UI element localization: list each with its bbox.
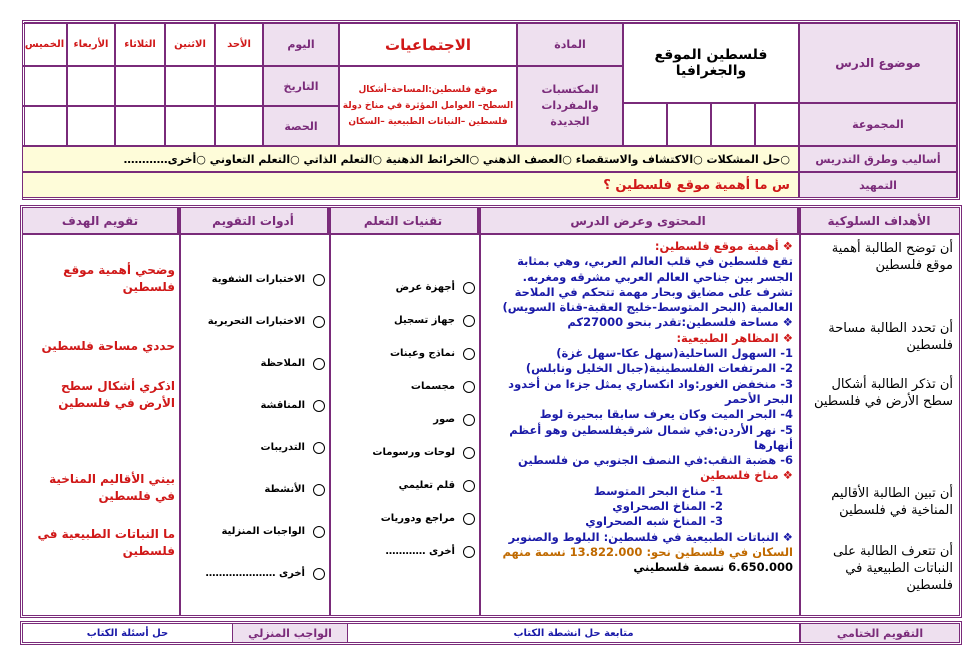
date-cell	[215, 66, 263, 106]
content-list-item: 3- منخفض الغور:واد انكساري يمثل جزءا من أخدود البحر الأحمر	[508, 376, 793, 406]
tool-item[interactable]: التدريبات	[187, 440, 325, 456]
evaluation-header: تقويم الهدف	[23, 208, 179, 235]
objectives-header: الأهداف السلوكية	[799, 208, 959, 235]
day-sun: الأحد	[215, 23, 263, 66]
column-divider	[179, 208, 181, 615]
content-population: السكان في فلسطين نحو: 13.822.000 نسمة منهم	[502, 544, 793, 559]
content-list-item: 1- السهول الساحلية(سهل عكا-سهل غزة)	[556, 346, 793, 361]
subject-label: المادة	[517, 23, 623, 66]
tool-item[interactable]: المناقشة	[187, 398, 325, 414]
lesson-header-table	[22, 20, 960, 200]
period-cell	[22, 106, 67, 146]
checkbox-icon[interactable]	[463, 414, 475, 426]
content-list-item: 5- نهر الأردن:في شمال شرقيفلسطين وهو أعظم أنهارها	[509, 422, 793, 452]
checkbox-icon[interactable]	[463, 381, 475, 393]
content-list-item: 4- البحر الميت وكان يعرف سابقا ببحيرة لوط	[539, 407, 793, 422]
tools-list	[187, 272, 325, 582]
content-heading-plants: ❖ النباتات الطبيعية في فلسطين: البلوط والصنوبر	[508, 529, 793, 544]
techniques-list	[337, 280, 475, 560]
evaluation-5: ما النباتات الطبيعية في فلسطين	[37, 527, 175, 558]
day-mon: الاثنين	[165, 23, 215, 66]
technique-item[interactable]: صور	[337, 412, 475, 428]
group-cell	[667, 103, 711, 146]
intro-value: س ما أهمية موقع فلسطين ؟	[22, 172, 799, 198]
evaluation-2: حددي مساحة فلسطين	[41, 339, 175, 353]
period-label: الحصة	[263, 106, 339, 146]
content-heading-area: ❖ مساحة فلسطين:تقدر بنحو 27000كم	[567, 315, 793, 330]
technique-item[interactable]: جهاز تسجيل	[337, 313, 475, 329]
content-list-item: 1- مناخ البحر المتوسط	[593, 483, 723, 498]
checkbox-icon[interactable]	[463, 282, 475, 294]
evaluation-1: وضحي أهمية موقع فلسطين	[63, 263, 175, 294]
lesson-content	[485, 239, 793, 576]
technique-item[interactable]: أجهزة عرض	[337, 280, 475, 296]
checkbox-icon[interactable]	[313, 568, 325, 580]
evaluation-3: اذكري أشكال سطح الأرض في فلسطين	[58, 379, 175, 410]
date-label: التاريخ	[263, 66, 339, 106]
date-cell	[22, 66, 67, 106]
checkbox-icon[interactable]	[313, 358, 325, 370]
content-header: المحتوى وعرض الدرس	[479, 208, 799, 235]
acquis-label: المكتسبات والمفردات الجديدة	[517, 66, 623, 146]
date-cell	[165, 66, 215, 106]
technique-item[interactable]: نماذج وعينات	[337, 346, 475, 362]
objective-3: أن تذكر الطالبة أشكال سطح الأرض في فلسطين	[813, 377, 953, 409]
date-cell	[115, 66, 165, 106]
topic-value: فلسطين الموقع والجغرافيا	[623, 23, 799, 103]
group-cell	[623, 103, 667, 146]
final-eval-label: التقويم الختامي	[799, 624, 959, 642]
methods-label: أساليب وطرق التدريس	[799, 146, 957, 172]
content-heading-location: ❖ أهمية موقع فلسطين:	[654, 239, 793, 253]
homework-label: الواجب المنزلي	[232, 624, 347, 642]
acquis-value: موقع فلسطين:المساحة–أشكال السطح– العوامل المؤثرة في مناخ دولة فلسطين –النباتات الطبيعية –السكان	[339, 66, 517, 146]
checkbox-icon[interactable]	[463, 447, 475, 459]
period-cell	[215, 106, 263, 146]
period-cell	[165, 106, 215, 146]
checkbox-icon[interactable]	[463, 315, 475, 327]
content-list-item: 2- المرتفعات الفلسطينية(جبال الخليل ونابلس)	[525, 361, 793, 376]
tool-item[interactable]: أخرى …………………	[187, 566, 325, 582]
checkbox-icon[interactable]	[313, 442, 325, 454]
day-wed: الأربعاء	[67, 23, 115, 66]
technique-item[interactable]: أخرى …………	[337, 544, 475, 560]
subject-value: الاجتماعيات	[339, 23, 517, 66]
period-cell	[115, 106, 165, 146]
tool-item[interactable]: الأنشطة	[187, 482, 325, 498]
objective-1: أن توضح الطالبة أهمية موقع فلسطين	[831, 241, 953, 273]
tool-item[interactable]: الواجبات المنزلية	[187, 524, 325, 540]
content-list-item: 3- المناخ شبه الصحراوي	[585, 514, 723, 529]
techniques-header: تقنيات التعلم	[329, 208, 479, 235]
tool-item[interactable]: الملاحظة	[187, 356, 325, 372]
content-heading-climate: ❖ مناخ فلسطين	[700, 468, 793, 483]
group-cell	[711, 103, 755, 146]
group-cell	[755, 103, 799, 146]
lesson-main-table	[20, 205, 962, 618]
tools-header: أدوات التقويم	[179, 208, 329, 235]
technique-item[interactable]: لوحات ورسومات	[337, 445, 475, 461]
day-label: اليوم	[263, 23, 339, 66]
checkbox-icon[interactable]	[313, 400, 325, 412]
topic-label: موضوع الدرس	[799, 23, 957, 103]
technique-item[interactable]: مجسمات	[337, 379, 475, 395]
group-label: المجموعة	[799, 103, 957, 146]
content-population-2: 6.650.000 نسمة فلسطيني	[633, 560, 793, 575]
evaluation-4: بيني الأقاليم المناخية في فلسطين	[49, 472, 175, 503]
column-divider	[479, 208, 481, 615]
checkbox-icon[interactable]	[463, 348, 475, 360]
final-eval-value: متابعة حل انشطة الكتاب	[347, 624, 799, 642]
methods-value: ○حل المشكلات ○الاكتشاف والاستقصاء ○العصف الذهني ○الخرائط الذهنية ○التعلم الذاتي ○التعلم التعاوني ○أخرى…………	[22, 146, 799, 172]
technique-item[interactable]: قلم تعليمي	[337, 478, 475, 494]
footer-row	[20, 621, 962, 645]
tool-item[interactable]: الاختبارات التحريرية	[187, 314, 325, 330]
checkbox-icon[interactable]	[463, 513, 475, 525]
column-divider	[799, 208, 801, 615]
content-paragraph: تقع فلسطين في قلب العالم العربي، وهي بمثابة الجسر بين جناحي العالم العربي مشرقه ومغربه.	[517, 254, 793, 284]
day-tue: الثلاثاء	[115, 23, 165, 66]
objective-5: أن تتعرف الطالبة على النباتات الطبيعية في فلسطين	[833, 544, 953, 593]
homework-value: حل أسئلة الكتاب	[86, 627, 169, 639]
period-cell	[67, 106, 115, 146]
content-paragraph: تشرف على مضايق وبحار مهمة تتحكم في الملاحة العالمية (البحر المتوسط-خليج العقبة-قناة السويس)	[502, 284, 793, 315]
checkbox-icon[interactable]	[313, 274, 325, 286]
date-cell	[67, 66, 115, 106]
technique-item[interactable]: مراجع ودوريات	[337, 511, 475, 527]
checkbox-icon[interactable]	[463, 546, 475, 558]
day-thu: الخميس	[22, 23, 67, 66]
checkbox-icon[interactable]	[313, 316, 325, 328]
content-list-item: 2- المناخ الصحراوي	[612, 499, 723, 514]
objective-4: أن تبين الطالبة الأقاليم المناخية في فلسطين	[831, 486, 953, 518]
content-list-item: 6- هضبة النقب:في النصف الجنوبي من فلسطين	[518, 453, 793, 468]
intro-label: التمهيد	[799, 172, 957, 198]
checkbox-icon[interactable]	[313, 484, 325, 496]
tool-item[interactable]: الاختبارات الشفوية	[187, 272, 325, 288]
content-heading-nature: ❖ المظاهر الطبيعية:	[676, 330, 793, 345]
objective-2: أن تحدد الطالبة مساحة فلسطين	[828, 321, 953, 353]
column-divider	[329, 208, 331, 615]
checkbox-icon[interactable]	[463, 480, 475, 492]
checkbox-icon[interactable]	[313, 526, 325, 538]
